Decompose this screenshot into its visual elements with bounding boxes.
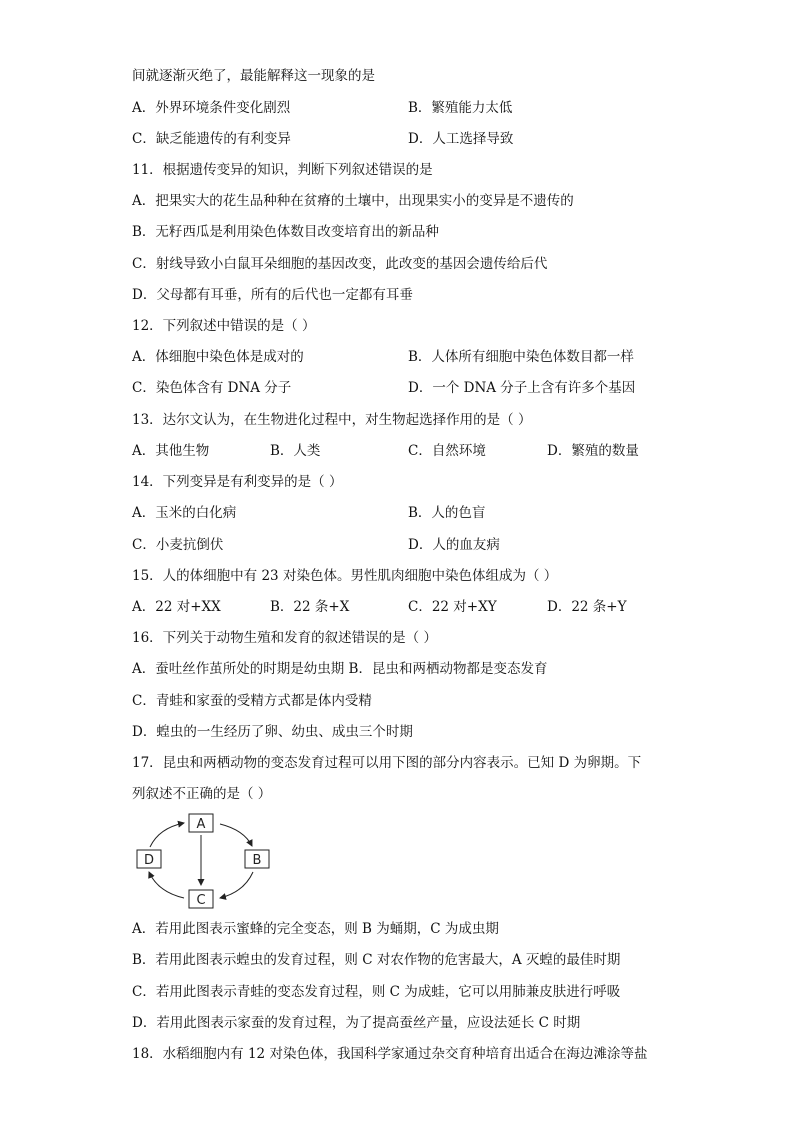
- q11-option-c: C．射线导致小白鼠耳朵细胞的基因改变，此改变的基因会遗传给后代: [132, 256, 548, 272]
- stage-label-right: B: [252, 853, 262, 868]
- q17-stem-line1: 17．昆虫和两栖动物的变态发育过程可以用下图的部分内容表示。已知 D 为卵期。下: [132, 755, 642, 771]
- stage-label-bottom: C: [196, 893, 206, 908]
- q17-option-b: B．若用此图表示蝗虫的发育过程，则 C 对农作物的危害最大，A 灭蝗的最佳时期: [132, 952, 621, 968]
- q17-option-a: A．若用此图表示蜜蜂的完全变态，则 B 为蛹期，C 为成虫期: [132, 921, 499, 937]
- q13-option-a: A．其他生物: [132, 443, 210, 459]
- q10-option-d: D．人工选择导致: [408, 131, 514, 147]
- q10-option-a: A．外界环境条件变化剧烈: [132, 100, 291, 116]
- q11-stem: 11．根据遗传变异的知识，判断下列叙述错误的是: [132, 162, 433, 178]
- q12-option-a: A．体细胞中染色体是成对的: [132, 349, 304, 365]
- q11-option-d: D．父母都有耳垂，所有的后代也一定都有耳垂: [132, 287, 413, 303]
- q12-stem: 12．下列叙述中错误的是（ ）: [132, 318, 316, 334]
- q12-option-b: B．人体所有细胞中染色体数目都一样: [408, 349, 634, 365]
- stage-box-left: [137, 850, 161, 868]
- q15-option-a: A．22 对+XX: [132, 599, 221, 615]
- q12-option-d: D．一个 DNA 分子上含有许多个基因: [408, 380, 636, 396]
- q15-option-d: D．22 条+Y: [547, 599, 627, 615]
- q13-stem: 13．达尔文认为，在生物进化过程中，对生物起选择作用的是（ ）: [132, 412, 532, 428]
- q13-option-d: D．繁殖的数量: [547, 443, 639, 459]
- q17-option-d: D．若用此图表示家蚕的发育过程，为了提高蚕丝产量，应设法延长 C 时期: [132, 1015, 581, 1031]
- stage-label-left: D: [143, 853, 155, 868]
- q13-option-c: C．自然环境: [408, 443, 486, 459]
- q15-option-c: C．22 对+XY: [408, 599, 497, 615]
- stage-label-top: A: [196, 817, 206, 832]
- q14-option-a: A．玉米的白化病: [132, 505, 237, 521]
- q15-option-b: B．22 条+X: [270, 599, 350, 615]
- life-cycle-diagram: [132, 810, 282, 915]
- q18-stem: 18．水稻细胞内有 12 对染色体，我国科学家通过杂交育种培育出适合在海边滩涂等盐: [132, 1046, 648, 1062]
- q10-option-b: B．繁殖能力太低: [408, 100, 513, 116]
- q16-option-d: D．蝗虫的一生经历了卵、幼虫、成虫三个时期: [132, 724, 413, 740]
- arrow-bottom-to-left: [149, 872, 184, 898]
- arrow-left-to-top: [150, 823, 184, 847]
- arrow-right-to-bottom: [220, 872, 253, 898]
- q15-stem: 15．人的体细胞中有 23 对染色体。男性肌肉细胞中染色体组成为（ ）: [132, 568, 558, 584]
- q14-option-d: D．人的血友病: [408, 537, 500, 553]
- q16-stem: 16．下列关于动物生殖和发育的叙述错误的是（ ）: [132, 630, 437, 646]
- q14-stem: 14．下列变异是有利变异的是（ ）: [132, 474, 343, 490]
- q10-option-c: C．缺乏能遗传的有利变异: [132, 131, 291, 147]
- q16-options-ab: A．蚕吐丝作茧所处的时期是幼虫期 B．昆虫和两栖动物都是变态发育: [132, 661, 548, 677]
- stage-box-top: [189, 814, 213, 832]
- q17-option-c: C．若用此图表示青蛙的变态发育过程，则 C 为成蛙，它可以用肺兼皮肤进行呼吸: [132, 984, 621, 1000]
- stage-box-bottom: [189, 890, 213, 908]
- q14-option-b: B．人的色盲: [408, 505, 486, 521]
- stage-box-right: [245, 850, 269, 868]
- q12-option-c: C．染色体含有 DNA 分子: [132, 380, 292, 396]
- q16-option-c: C．青蛙和家蚕的受精方式都是体内受精: [132, 693, 372, 709]
- q11-option-a: A．把果实大的花生品种种在贫瘠的土壤中，出现果实小的变异是不遗传的: [132, 193, 574, 209]
- q17-stem-line2: 列叙述不正确的是（ ）: [132, 786, 272, 802]
- intro-line: 间就逐渐灭绝了，最能解释这一现象的是: [132, 68, 375, 84]
- arrow-top-to-right: [220, 824, 252, 846]
- q14-option-c: C．小麦抗倒伏: [132, 537, 224, 553]
- q13-option-b: B．人类: [270, 443, 321, 459]
- q11-option-b: B．无籽西瓜是利用染色体数目改变培育出的新品种: [132, 224, 439, 240]
